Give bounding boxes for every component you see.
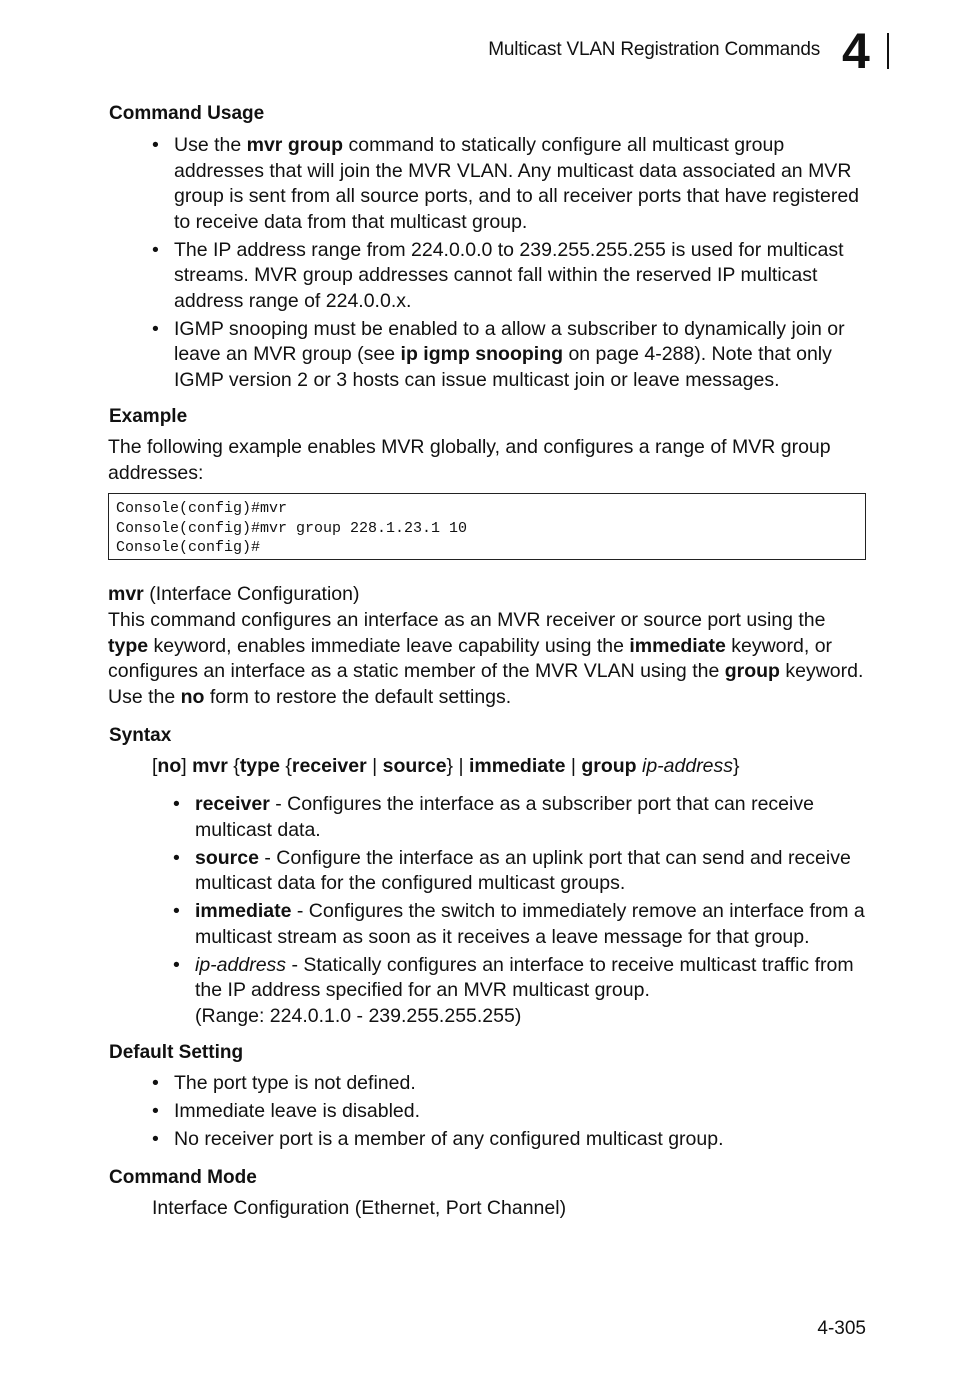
- list-item: • receiver - Configures the interface as a subscriber port that can receive multicast data.: [173, 792, 868, 843]
- code-example-box: [108, 493, 866, 560]
- code-line: Console(config)#mvr group 228.1.23.1 10: [116, 519, 468, 537]
- command-ref: mvr group: [246, 134, 344, 156]
- list-item: • IGMP snooping must be enabled to a allow a subscriber to dynamically join or leave an MVR group (see ip igmp snooping on page 4-288). Note that only IGMP version 2 or 3 hosts can issue multicast join or leave messages.: [152, 317, 868, 394]
- chapter-divider: [887, 33, 889, 69]
- parameter-name: source: [195, 846, 259, 869]
- parameter-name: receiver: [195, 793, 270, 815]
- section-description: This command configures an interface as an MVR receiver or source port using the type keyword, enables immediate leave capability using the immediate keyword, or configures an interface as a static member of the MVR VLAN using the group keyword. Use the no form to restore the default settings.: [108, 609, 864, 708]
- command-usage-heading: Command Usage: [109, 103, 265, 124]
- command-ref: ip igmp snooping: [400, 343, 564, 365]
- parameter-range: (Range: 224.0.1.0 - 239.255.255.255): [195, 1004, 522, 1027]
- code-line: Console(config)#mvr: [116, 500, 288, 517]
- chapter-number: 4: [842, 23, 870, 79]
- list-item: • source - Configure the interface as an uplink port that can send and receive multicast data for the configured multicast groups.: [173, 846, 868, 897]
- list-item: • Use the mvr group command to statically configure all multicast group addresses that will join the MVR VLAN. Any multicast data associated an MVR group is sent from all source ports, and to all receiver ports that have registered to receive data from that multicast group.: [152, 133, 868, 235]
- command-mode-text: Interface Configuration (Ethernet, Port Channel): [152, 1197, 567, 1219]
- code-line: Console(config)#: [116, 539, 261, 556]
- command-mode-heading: Command Mode: [109, 1167, 257, 1188]
- example-description: The following example enables MVR globally, and configures a range of MVR group addresses:: [108, 436, 831, 484]
- command-usage-list: [152, 133, 868, 396]
- syntax-parameter-list: [173, 792, 868, 1032]
- syntax-line: [no] mvr {type {receiver | source} | immediate | group ip-address}: [152, 755, 740, 777]
- page-number: 4-305: [817, 1318, 866, 1339]
- list-item: • Immediate leave is disabled.: [152, 1099, 868, 1125]
- syntax-heading: Syntax: [109, 725, 172, 746]
- parameter-name: ip-address: [195, 953, 287, 976]
- default-setting-list: [152, 1071, 868, 1155]
- list-item: • The IP address range from 224.0.0.0 to 239.255.255.255 is used for multicast streams. MVR group addresses cannot fall within the reserved IP multicast address range of 224.0.0.x.: [152, 238, 868, 315]
- list-item: • The port type is not defined.: [152, 1071, 868, 1097]
- default-setting-heading: Default Setting: [109, 1042, 244, 1063]
- parameter-name: immediate: [195, 900, 292, 922]
- list-item: • immediate - Configures the switch to immediately remove an interface from a multicast stream as soon as it receives a leave message for that group.: [173, 899, 868, 950]
- running-header-title: Multicast VLAN Registration Commands: [488, 39, 820, 60]
- code-example: [109, 494, 865, 558]
- list-item: • No receiver port is a member of any configured multicast group.: [152, 1127, 868, 1153]
- list-item: • ip-address - Statically configures an interface to receive multicast traffic from the IP address specified for an MVR multicast group. (Range: 224.0.1.0 - 239.255.255.255): [173, 953, 868, 1030]
- example-heading: Example: [109, 406, 188, 427]
- section-title: mvr (Interface Configuration): [108, 583, 360, 605]
